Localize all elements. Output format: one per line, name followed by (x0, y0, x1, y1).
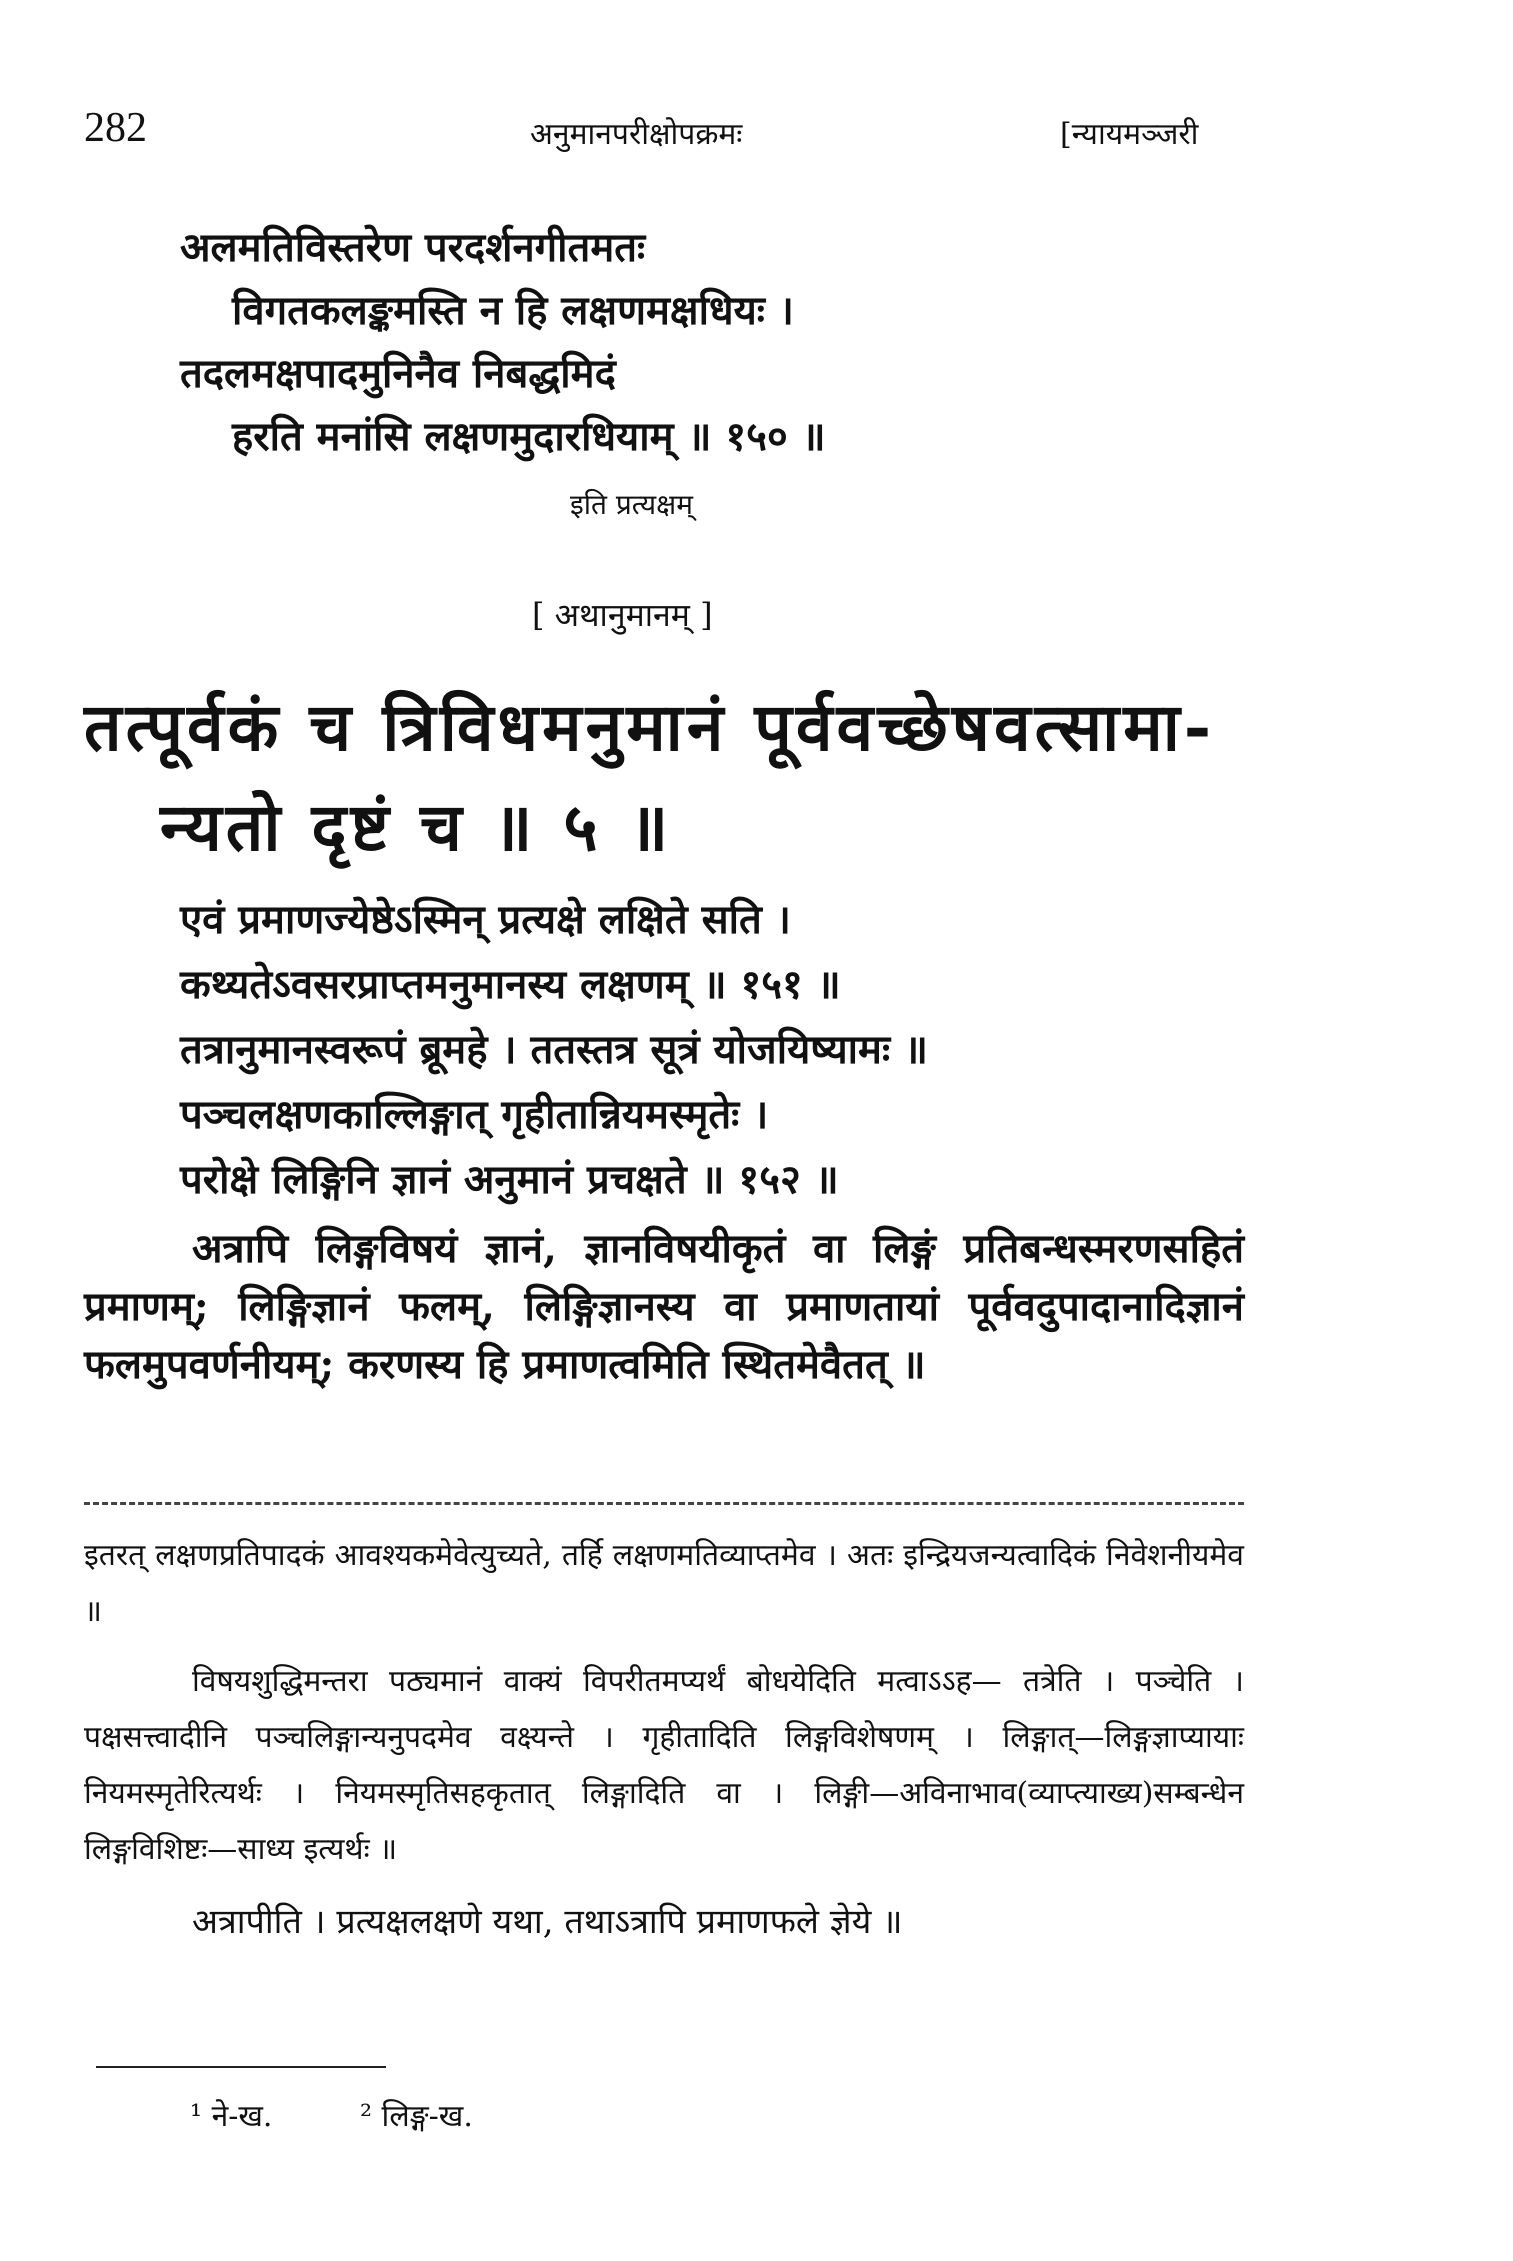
section-heading: [ अथानुमानम् ] (532, 596, 713, 634)
dashed-divider (84, 1502, 1244, 1505)
verse-line-4: हरति मनांसि लक्षणमुदारधियाम् ॥ १५० ॥ (232, 413, 826, 460)
verse-line-1: अलमतिविस्तरेण परदर्शनगीतमतः (180, 224, 646, 271)
footnote-2: ² लिङ्ग-ख. (359, 2099, 473, 2134)
karika-line-3: तत्रानुमानस्वरूपं ब्रूमहे । ततस्तत्र सूत्रं योजयिष्यामः ॥ (180, 1026, 928, 1073)
karika-line-2: कथ्यतेऽवसरप्राप्तमनुमानस्य लक्षणम् ॥ १५१ ॥ (180, 961, 841, 1008)
iti-pratyaksham: इति प्रत्यक्षम् (570, 488, 693, 521)
karika-line-1: एवं प्रमाणज्येष्ठेऽस्मिन् प्रत्यक्षे लक्षिते सति । (180, 896, 791, 943)
sutra-line-2: न्यतो दृष्टं च ॥ ५ ॥ (160, 788, 673, 866)
footnotes (190, 2094, 551, 2135)
footnote-1: ¹ ने-ख. (190, 2099, 273, 2134)
prose-paragraph: अत्रापि लिङ्गविषयं ज्ञानं, ज्ञानविषयीकृतं वा लिङ्गं प्रतिबन्धस्मरणसहितं प्रमाणम्; लिङ्गिज्ञानं फलम्, लिङ्गिज्ञानस्य वा प्रमाणतायां पूर्ववदुपादानादिज्ञानं फलमुपवर्णनीयम्; करणस्य हि प्रमाणत्वमिति स्थितमेवैतत् ॥ (84, 1225, 1244, 1388)
commentary-paragraph-3: अत्रापीति । प्रत्यक्षलक्षणे यथा, तथाऽत्रापि प्रमाणफले ज्ञेये ॥ (192, 1902, 903, 1942)
commentary-paragraph-2: विषयशुद्धिमन्तरा पठ्यमानं वाक्यं विपरीतमप्यर्थं बोधयेदिति मत्वाऽऽह— तत्रेति । पञ्चेति । पक्षसत्त्वादीनि पञ्चलिङ्गान्यनुपदमेव वक्ष्यन्ते । गृहीतादिति लिङ्गविशेषणम् । लिङ्गात्—लिङ्गज्ञाप्यायाः नियमस्मृतेरित्यर्थः । नियमस्मृतिसहकृतात् लिङ्गादिति वा । लिङ्गी—अविनाभाव(व्याप्त्याख्य)सम्बन्धेन लिङ्गविशिष्टः—साध्य इत्यर्थः ॥ (84, 1664, 1244, 1867)
page-number: 282 (84, 105, 147, 151)
main-prose (84, 1220, 1244, 1394)
footnote-rule (96, 2066, 386, 2068)
karika-line-4: पञ्चलक्षणकाल्लिङ्गात् गृहीतान्नियमस्मृतेः । (180, 1091, 769, 1138)
verse-line-2: विगतकलङ्कमस्ति न हि लक्षणमक्षधियः । (232, 287, 794, 334)
karika-line-5: परोक्षे लिङ्गिनि ज्ञानं अनुमानं प्रचक्षते ॥ १५२ ॥ (180, 1156, 839, 1203)
verse-line-3: तदलमक्षपादमुनिनैव निबद्धमिदं (180, 350, 616, 397)
sutra-line-1: तत्पूर्वकं च त्रिविधमनुमानं पूर्ववच्छेषवत्सामा- (84, 688, 1216, 766)
running-title: अनुमानपरीक्षोपक्रमः (530, 117, 743, 152)
commentary-paragraph-1: इतरत् लक्षणप्रतिपादकं आवश्यकमेवेत्युच्यते, तर्हि लक्षणमतिव्याप्तमेव । अतः इन्द्रियजन्यत्वादिकं निवेशनीयमेव ॥ (84, 1538, 1244, 1629)
commentary (84, 1528, 1244, 1950)
section-title: [न्यायमञ्जरी (1060, 117, 1199, 152)
